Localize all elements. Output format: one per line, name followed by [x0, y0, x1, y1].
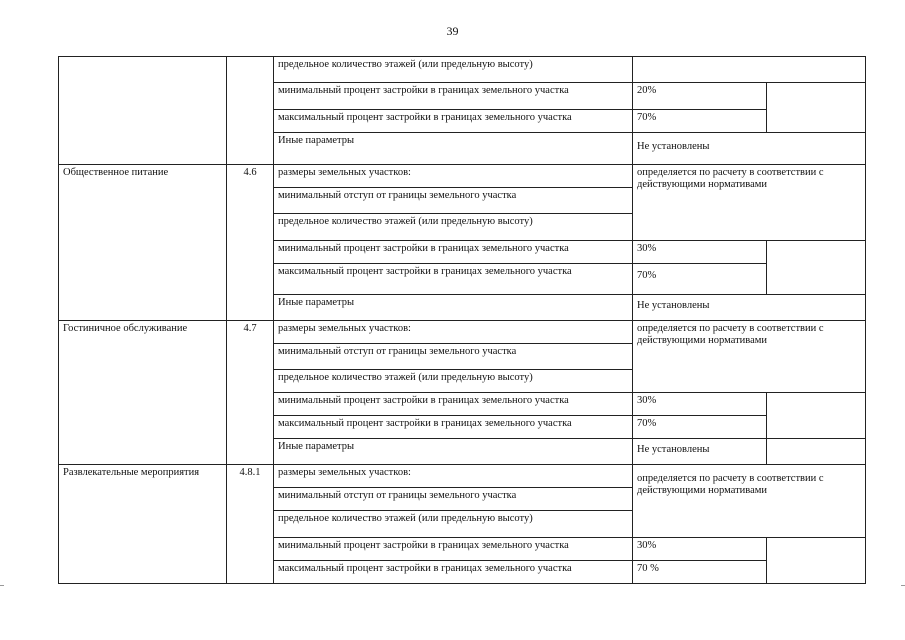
value-cell-merged: определяется по расчету в соответствии с действующими нормативами	[633, 321, 866, 393]
param-cell: максимальный процент застройки в границах земельного участка	[274, 264, 633, 295]
value-cell: Не установлены	[633, 439, 767, 465]
value-cell: Не установлены	[633, 295, 866, 321]
scan-edge-mark	[901, 585, 905, 586]
value-cell: 70%	[633, 416, 767, 439]
use-name-cell: Общественное питание	[59, 165, 227, 321]
scan-edge-mark	[0, 585, 4, 586]
value-cell-merged: определяется по расчету в соответствии с действующими нормативами	[633, 165, 866, 241]
param-cell: минимальный процент застройки в границах земельного участка	[274, 393, 633, 416]
param-cell: предельное количество этажей (или предельную высоту)	[274, 57, 633, 83]
table-row	[59, 165, 866, 188]
param-cell: минимальный процент застройки в границах земельного участка	[274, 241, 633, 264]
empty-cell	[767, 241, 866, 295]
param-cell: максимальный процент застройки в границах земельного участка	[274, 416, 633, 439]
table-row	[59, 57, 866, 83]
use-code-cell: 4.6	[227, 165, 274, 321]
value-cell: 20%	[633, 83, 767, 110]
param-cell: размеры земельных участков:	[274, 165, 633, 188]
value-cell: 30%	[633, 241, 767, 264]
param-cell: минимальный отступ от границы земельного участка	[274, 344, 633, 370]
empty-cell	[767, 83, 866, 133]
land-use-regulations-table	[58, 56, 866, 584]
use-name-cell: Гостиничное обслуживание	[59, 321, 227, 465]
param-cell: размеры земельных участков:	[274, 465, 633, 488]
param-cell: Иные параметры	[274, 439, 633, 465]
page-number: 39	[446, 24, 459, 38]
use-name-cell: Развлекательные мероприятия	[59, 465, 227, 584]
empty-cell	[767, 439, 866, 465]
value-cell	[633, 57, 866, 83]
value-cell: 70%	[633, 110, 767, 133]
use-code-cell	[227, 57, 274, 165]
table-row	[59, 321, 866, 344]
param-cell: предельное количество этажей (или предельную высоту)	[274, 511, 633, 538]
use-name-cell	[59, 57, 227, 165]
param-cell: предельное количество этажей (или предельную высоту)	[274, 370, 633, 393]
empty-cell	[767, 393, 866, 439]
param-cell: максимальный процент застройки в границах земельного участка	[274, 561, 633, 584]
use-code-cell: 4.7	[227, 321, 274, 465]
value-cell: Не установлены	[633, 133, 866, 165]
table-row	[59, 465, 866, 488]
param-cell: минимальный отступ от границы земельного участка	[274, 188, 633, 214]
param-cell: минимальный процент застройки в границах земельного участка	[274, 83, 633, 110]
value-cell: 30%	[633, 393, 767, 416]
param-cell: Иные параметры	[274, 295, 633, 321]
param-cell: размеры земельных участков:	[274, 321, 633, 344]
value-cell-merged: определяется по расчету в соответствии с действующими нормативами	[633, 465, 866, 538]
param-cell: Иные параметры	[274, 133, 633, 165]
value-cell: 30%	[633, 538, 767, 561]
value-cell: 70 %	[633, 561, 767, 584]
param-cell: максимальный процент застройки в границах земельного участка	[274, 110, 633, 133]
value-cell: 70%	[633, 264, 767, 295]
param-cell: минимальный отступ от границы земельного участка	[274, 488, 633, 511]
use-code-cell: 4.8.1	[227, 465, 274, 584]
param-cell: минимальный процент застройки в границах земельного участка	[274, 538, 633, 561]
param-cell: предельное количество этажей (или предельную высоту)	[274, 214, 633, 241]
empty-cell	[767, 538, 866, 584]
